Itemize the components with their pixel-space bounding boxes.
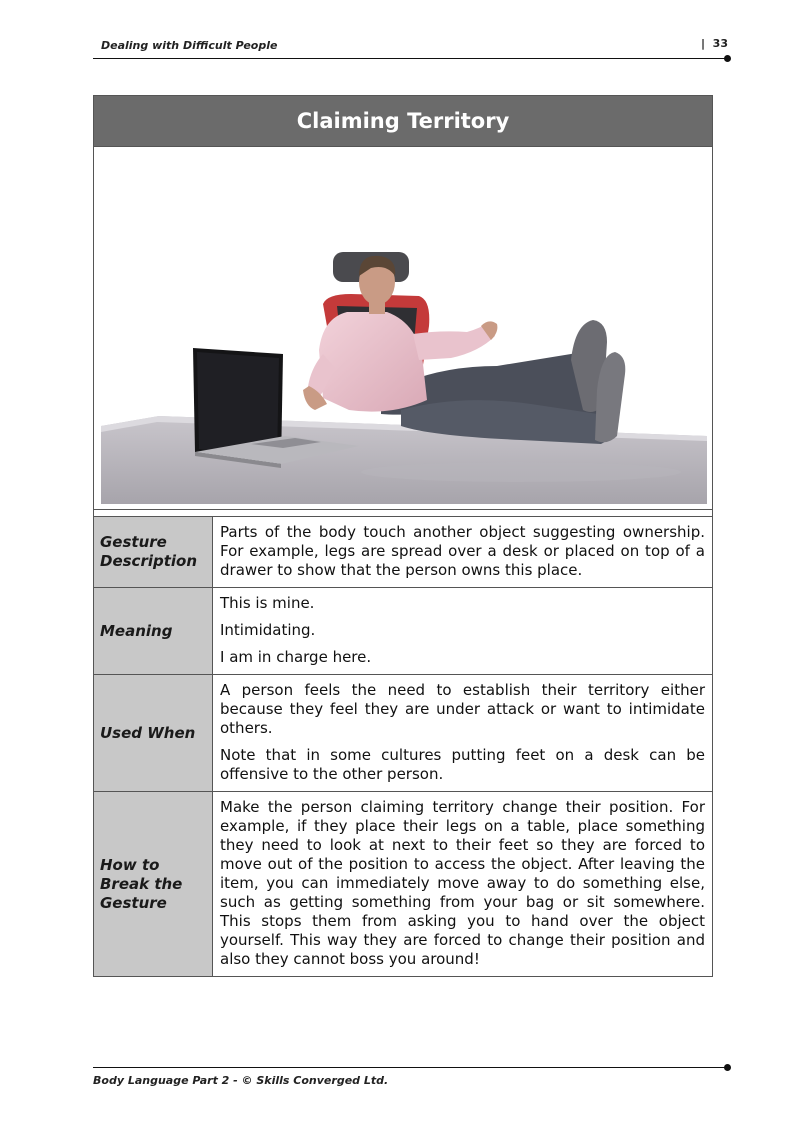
running-header-title: Dealing with Difficult People — [101, 39, 278, 52]
row-content — [213, 588, 713, 675]
row-content — [213, 517, 713, 588]
row-paragraph: Make the person claiming territory change their position. For example, if they place their legs on a table, place something they need to look at next to their feet so they are forced to move out of the position to access the object. After leaving the item, you can immediately move away to do something else, such as getting something from your bag or sit somewhere. This stops them from asking you to hand over the object yourself. This way they are forced to change their position and also they cannot boss you around! — [220, 798, 705, 968]
row-paragraph: Parts of the body touch another object suggesting ownership. For example, legs are spread over a desk or placed on top of a drawer to show that the person owns this place. — [220, 523, 705, 579]
row-label: Gesture Description — [94, 517, 213, 588]
page-number: | 33 — [701, 37, 728, 50]
card-title: Claiming Territory — [94, 96, 712, 147]
header-rule-dot — [724, 55, 731, 62]
row-paragraph: A person feels the need to establish their territory either because they feel they are under attack or want to intimidate others. — [220, 681, 705, 737]
row-content — [213, 675, 713, 792]
table-row — [94, 792, 712, 977]
table-row — [94, 588, 712, 675]
row-label: Meaning — [94, 588, 213, 675]
row-paragraph: This is mine. — [220, 594, 315, 612]
gesture-table — [94, 516, 712, 976]
row-paragraph: I am in charge here. — [220, 648, 372, 666]
row-paragraph: Note that in some cultures putting feet on a desk can be offensive to the other person. — [220, 746, 705, 783]
table-row — [94, 517, 712, 588]
gesture-illustration — [101, 154, 707, 504]
photo-panel — [94, 147, 712, 510]
row-paragraph: Intimidating. — [220, 621, 316, 639]
row-label: Used When — [94, 675, 213, 792]
header-rule — [93, 58, 727, 59]
row-content — [213, 792, 713, 977]
footer-rule — [93, 1067, 727, 1068]
gesture-card — [93, 95, 713, 977]
row-label: How to Break the Gesture — [94, 792, 213, 977]
footer-rule-dot — [724, 1064, 731, 1071]
table-row — [94, 675, 712, 792]
footer-text: Body Language Part 2 - © Skills Converged Ltd. — [93, 1074, 389, 1087]
